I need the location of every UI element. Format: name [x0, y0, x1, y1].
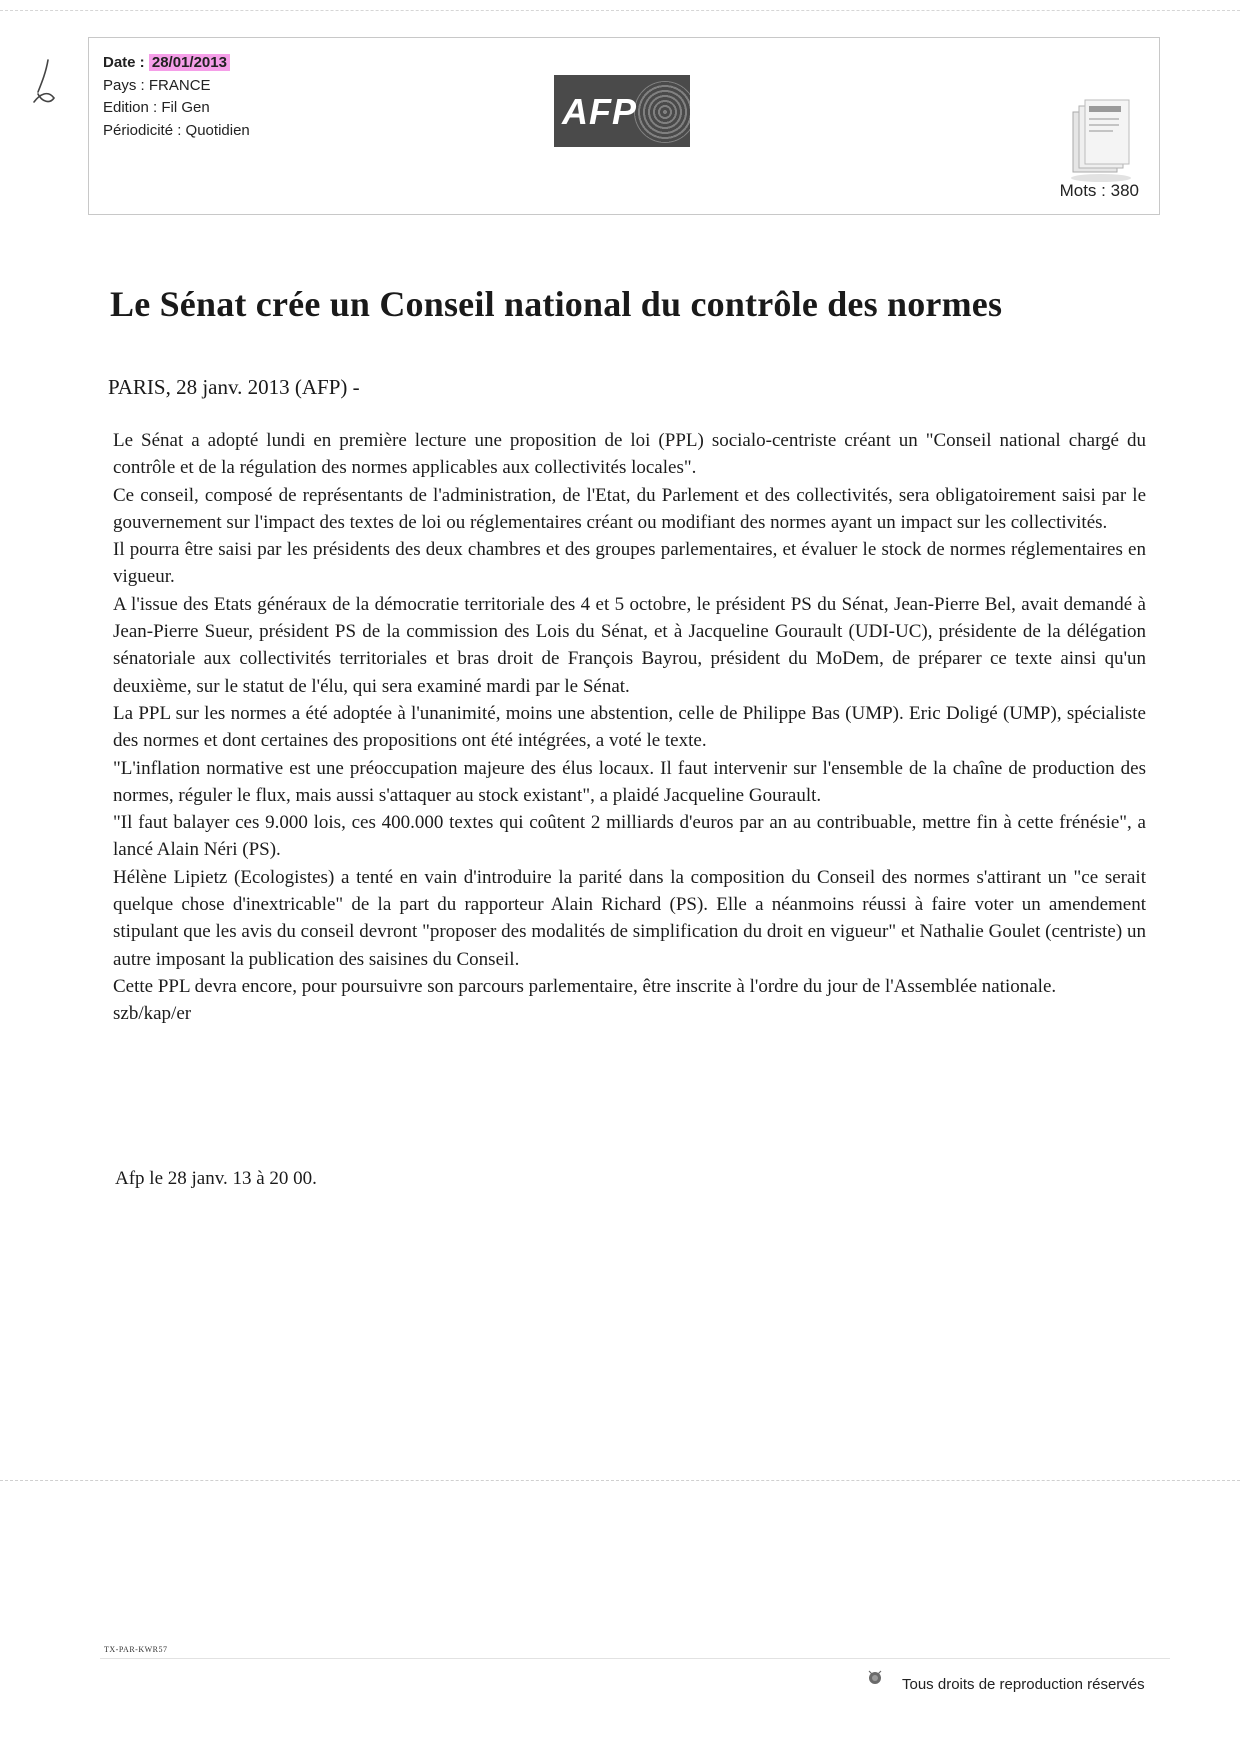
afp-logo-globe-icon — [634, 81, 690, 143]
date-label: Date : — [103, 54, 145, 71]
meta-edition-row — [103, 97, 250, 120]
edition-label: Edition : — [103, 99, 158, 116]
article-paragraph: Il pourra être saisi par les présidents des deux chambres et des groupes parlementaires, et évaluer le stock de normes réglementaires en vigueur. — [113, 539, 1146, 588]
periodicite-value: Quotidien — [185, 121, 250, 139]
afp-logo-text: AFP — [562, 91, 637, 132]
mots-label: Mots : — [1059, 181, 1106, 200]
pays-value: FRANCE — [148, 76, 211, 94]
afp-logo — [554, 75, 690, 147]
publication-meta — [103, 52, 250, 142]
article-paragraph: Cette PPL devra encore, pour poursuivre son parcours parlementaire, être inscrite à l'ordre du jour de l'Assemblée nationale. — [113, 975, 1057, 997]
meta-date-row — [103, 52, 250, 75]
copyright-notice: Tous droits de reproduction réservés — [902, 1676, 1145, 1693]
article-title: Le Sénat crée un Conseil national du contrôle des normes — [110, 284, 1003, 324]
rights-seal-icon — [866, 1669, 884, 1687]
article-paragraph: Le Sénat a adopté lundi en première lecture une proposition de loi (PPL) socialo-centriste créant un "Conseil national chargé du contrôle et de la régulation des normes applicables aux collectivités locales". — [113, 430, 1146, 479]
handwritten-mark-icon — [28, 58, 62, 108]
scan-edge-bottom — [0, 1480, 1240, 1481]
meta-pays-row — [103, 75, 250, 98]
article-byline-codes: szb/kap/er — [113, 1003, 192, 1025]
article-paragraph: "L'inflation normative est une préoccupation majeure des élus locaux. Il faut intervenir sur l'ensemble de la chaîne de production des normes, réguler le flux, mais aussi s'attaquer au stock existant", a plaidé Jacqueline Gourault. — [113, 757, 1146, 806]
article-paragraph: A l'issue des Etats généraux de la démocratie territoriale des 4 et 5 octobre, le président PS du Sénat, Jean-Pierre Bel, avait demandé à Jean-Pierre Sueur, président PS de la commission des Lois du Sénat, et à Jacqueline Gourault (UDI-UC), présidente de la délégation sénatoriale aux collectivités territoriales et bras droit de François Bayrou, président du MoDem, de préparer ce texte ainsi qu'un deuxième, sur le statut de l'élu, qui sera examiné mardi par le Sénat. — [113, 593, 1146, 697]
periodicite-label: Périodicité : — [103, 121, 182, 139]
word-count — [1060, 181, 1139, 201]
pays-label: Pays : — [103, 76, 145, 94]
scan-edge-top — [0, 10, 1240, 11]
footer-code: TX-PAR-KWR57 — [104, 1645, 168, 1654]
article-paragraph: Hélène Lipietz (Ecologistes) a tenté en vain d'introduire la parité dans la composition du Conseil des normes s'attirant un "ce serait quelque chose d'inextricable" de la part du rapporteur Alain Richard (PS). Elle a néanmoins réussi à faire voter un amendement stipulant que les avis du conseil devront "proposer des modalités de simplification du droit en vigueur" et Nathalie Goulet (centriste) un autre imposant la publication des saisines du Conseil. — [113, 866, 1146, 970]
press-header-box — [88, 37, 1160, 215]
article-signoff: Afp le 28 janv. 13 à 20 00. — [115, 1168, 317, 1189]
press-books-icon — [1067, 72, 1141, 192]
article-dateline: PARIS, 28 janv. 2013 (AFP) - — [108, 375, 360, 399]
article-paragraph: La PPL sur les normes a été adoptée à l'unanimité, moins une abstention, celle de Philippe Bas (UMP). Eric Doligé (UMP), spécialiste des normes et dont certaines des propositions ont été intégrées, a voté le texte. — [113, 702, 1146, 752]
footer-divider — [100, 1658, 1170, 1659]
article-paragraph: Ce conseil, composé de représentants de l'administration, de l'Etat, du Parlement et des collectivités, sera obligatoirement saisi par le gouvernement sur l'impact des textes de loi ou réglementaires créant ou modifiant des normes ayant un impact sur les collectivités. — [113, 484, 1146, 533]
edition-value: Fil Gen — [161, 99, 210, 116]
article-body — [113, 427, 1146, 1028]
article-paragraph: "Il faut balayer ces 9.000 lois, ces 400.000 textes qui coûtent 2 milliards d'euros par an au contribuable, mettre fin à cette frénésie", a lancé Alain Néri (PS). — [113, 812, 1146, 861]
meta-periodicite-row — [103, 120, 250, 143]
mots-value: 380 — [1110, 181, 1139, 200]
date-value: 28/01/2013 — [149, 54, 230, 71]
